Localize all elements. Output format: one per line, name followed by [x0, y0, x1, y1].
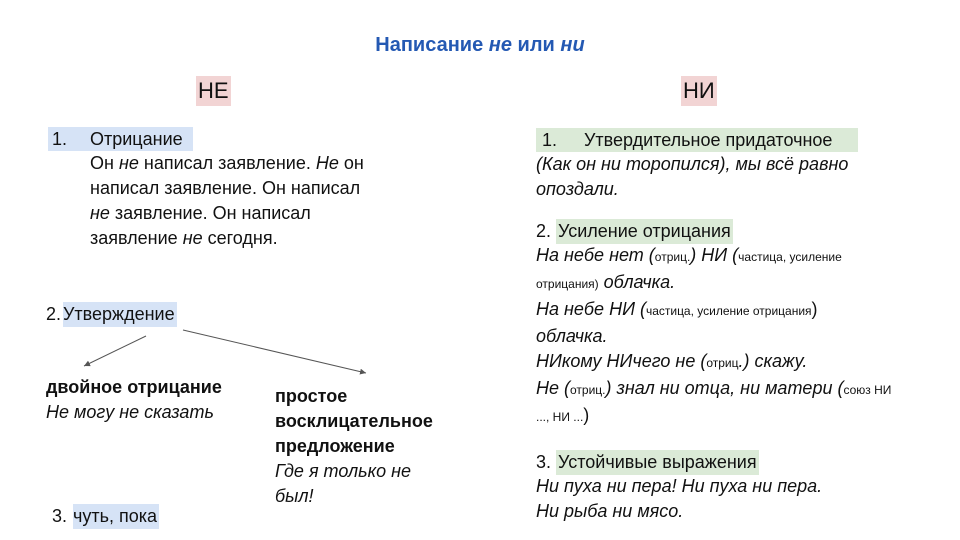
title-ni: ни	[560, 34, 585, 56]
double-negation-block	[46, 375, 222, 425]
right-item3-number: 3.	[536, 452, 552, 472]
left-item1-label: Отрицание	[90, 129, 183, 149]
right-item2-line1: На небе нет (отриц.) НИ (частица, усиление	[536, 245, 842, 265]
exclamatory-block	[275, 384, 475, 509]
right-item2-line5: НИкому НИчего не (отриц.) скажу.	[536, 351, 808, 371]
arrow-to-double-negation	[84, 336, 146, 366]
left-item1-line1: Он не написал заявление. Не он	[90, 153, 364, 173]
header-ne: НЕ	[196, 76, 231, 106]
right-item1-example-1: (Как он ни торопился), мы всё равно	[536, 154, 849, 174]
right-item2-line6: Не (отриц.) знал ни отца, ни матери (союз НИ	[536, 378, 892, 398]
arrow-to-exclamatory	[183, 330, 366, 373]
right-item1-number: 1.	[542, 130, 558, 150]
title-mid: или	[511, 34, 561, 56]
right-item1-label: Утвердительное придаточное	[584, 130, 833, 150]
right-item3-example-1: Ни пуха ни пера! Ни пуха ни пера.	[536, 476, 823, 496]
left-item1-line4: заявление не сегодня.	[90, 228, 278, 248]
right-item1-example-2: опоздали.	[536, 179, 619, 199]
right-item1-example	[536, 152, 936, 202]
title-prefix: Написание	[375, 34, 489, 56]
exclamatory-heading-2: восклицательное	[275, 411, 433, 431]
left-item3-number: 3.	[52, 506, 68, 526]
double-negation-example: Не могу не сказать	[46, 402, 214, 422]
left-item2-number: 2.	[46, 304, 62, 324]
right-item3-examples	[536, 474, 936, 524]
exclamatory-heading-3: предложение	[275, 436, 395, 456]
right-item2-number: 2.	[536, 221, 552, 241]
left-item1-line2: написал заявление. Он написал	[90, 178, 361, 198]
exclamatory-example-2: был!	[275, 486, 314, 506]
exclamatory-heading-1: простое	[275, 386, 348, 406]
right-item3-label: Устойчивые выражения	[556, 450, 759, 475]
left-item1-number: 1.	[52, 129, 68, 149]
right-item2-line7: ..., НИ ...)	[536, 405, 590, 425]
left-item3-label: чуть, пока	[73, 504, 159, 529]
left-item1-line3: не заявление. Он написал	[90, 203, 311, 223]
left-item2-label: Утверждение	[63, 302, 177, 327]
exclamatory-example-1: Где я только не	[275, 461, 412, 481]
double-negation-heading: двойное отрицание	[46, 377, 222, 397]
right-item2-line2: отрицания) облачка.	[536, 272, 676, 292]
right-item2-line3: На небе НИ (частица, усиление отрицания)	[536, 299, 818, 319]
right-item3-example-2: Ни рыба ни мясо.	[536, 501, 684, 521]
header-ni: НИ	[681, 76, 717, 106]
right-item2-label: Усиление отрицания	[556, 219, 733, 244]
title-ne: не	[488, 34, 512, 56]
right-item2-examples	[536, 243, 946, 430]
right-item2-line4: облачка.	[536, 326, 608, 346]
